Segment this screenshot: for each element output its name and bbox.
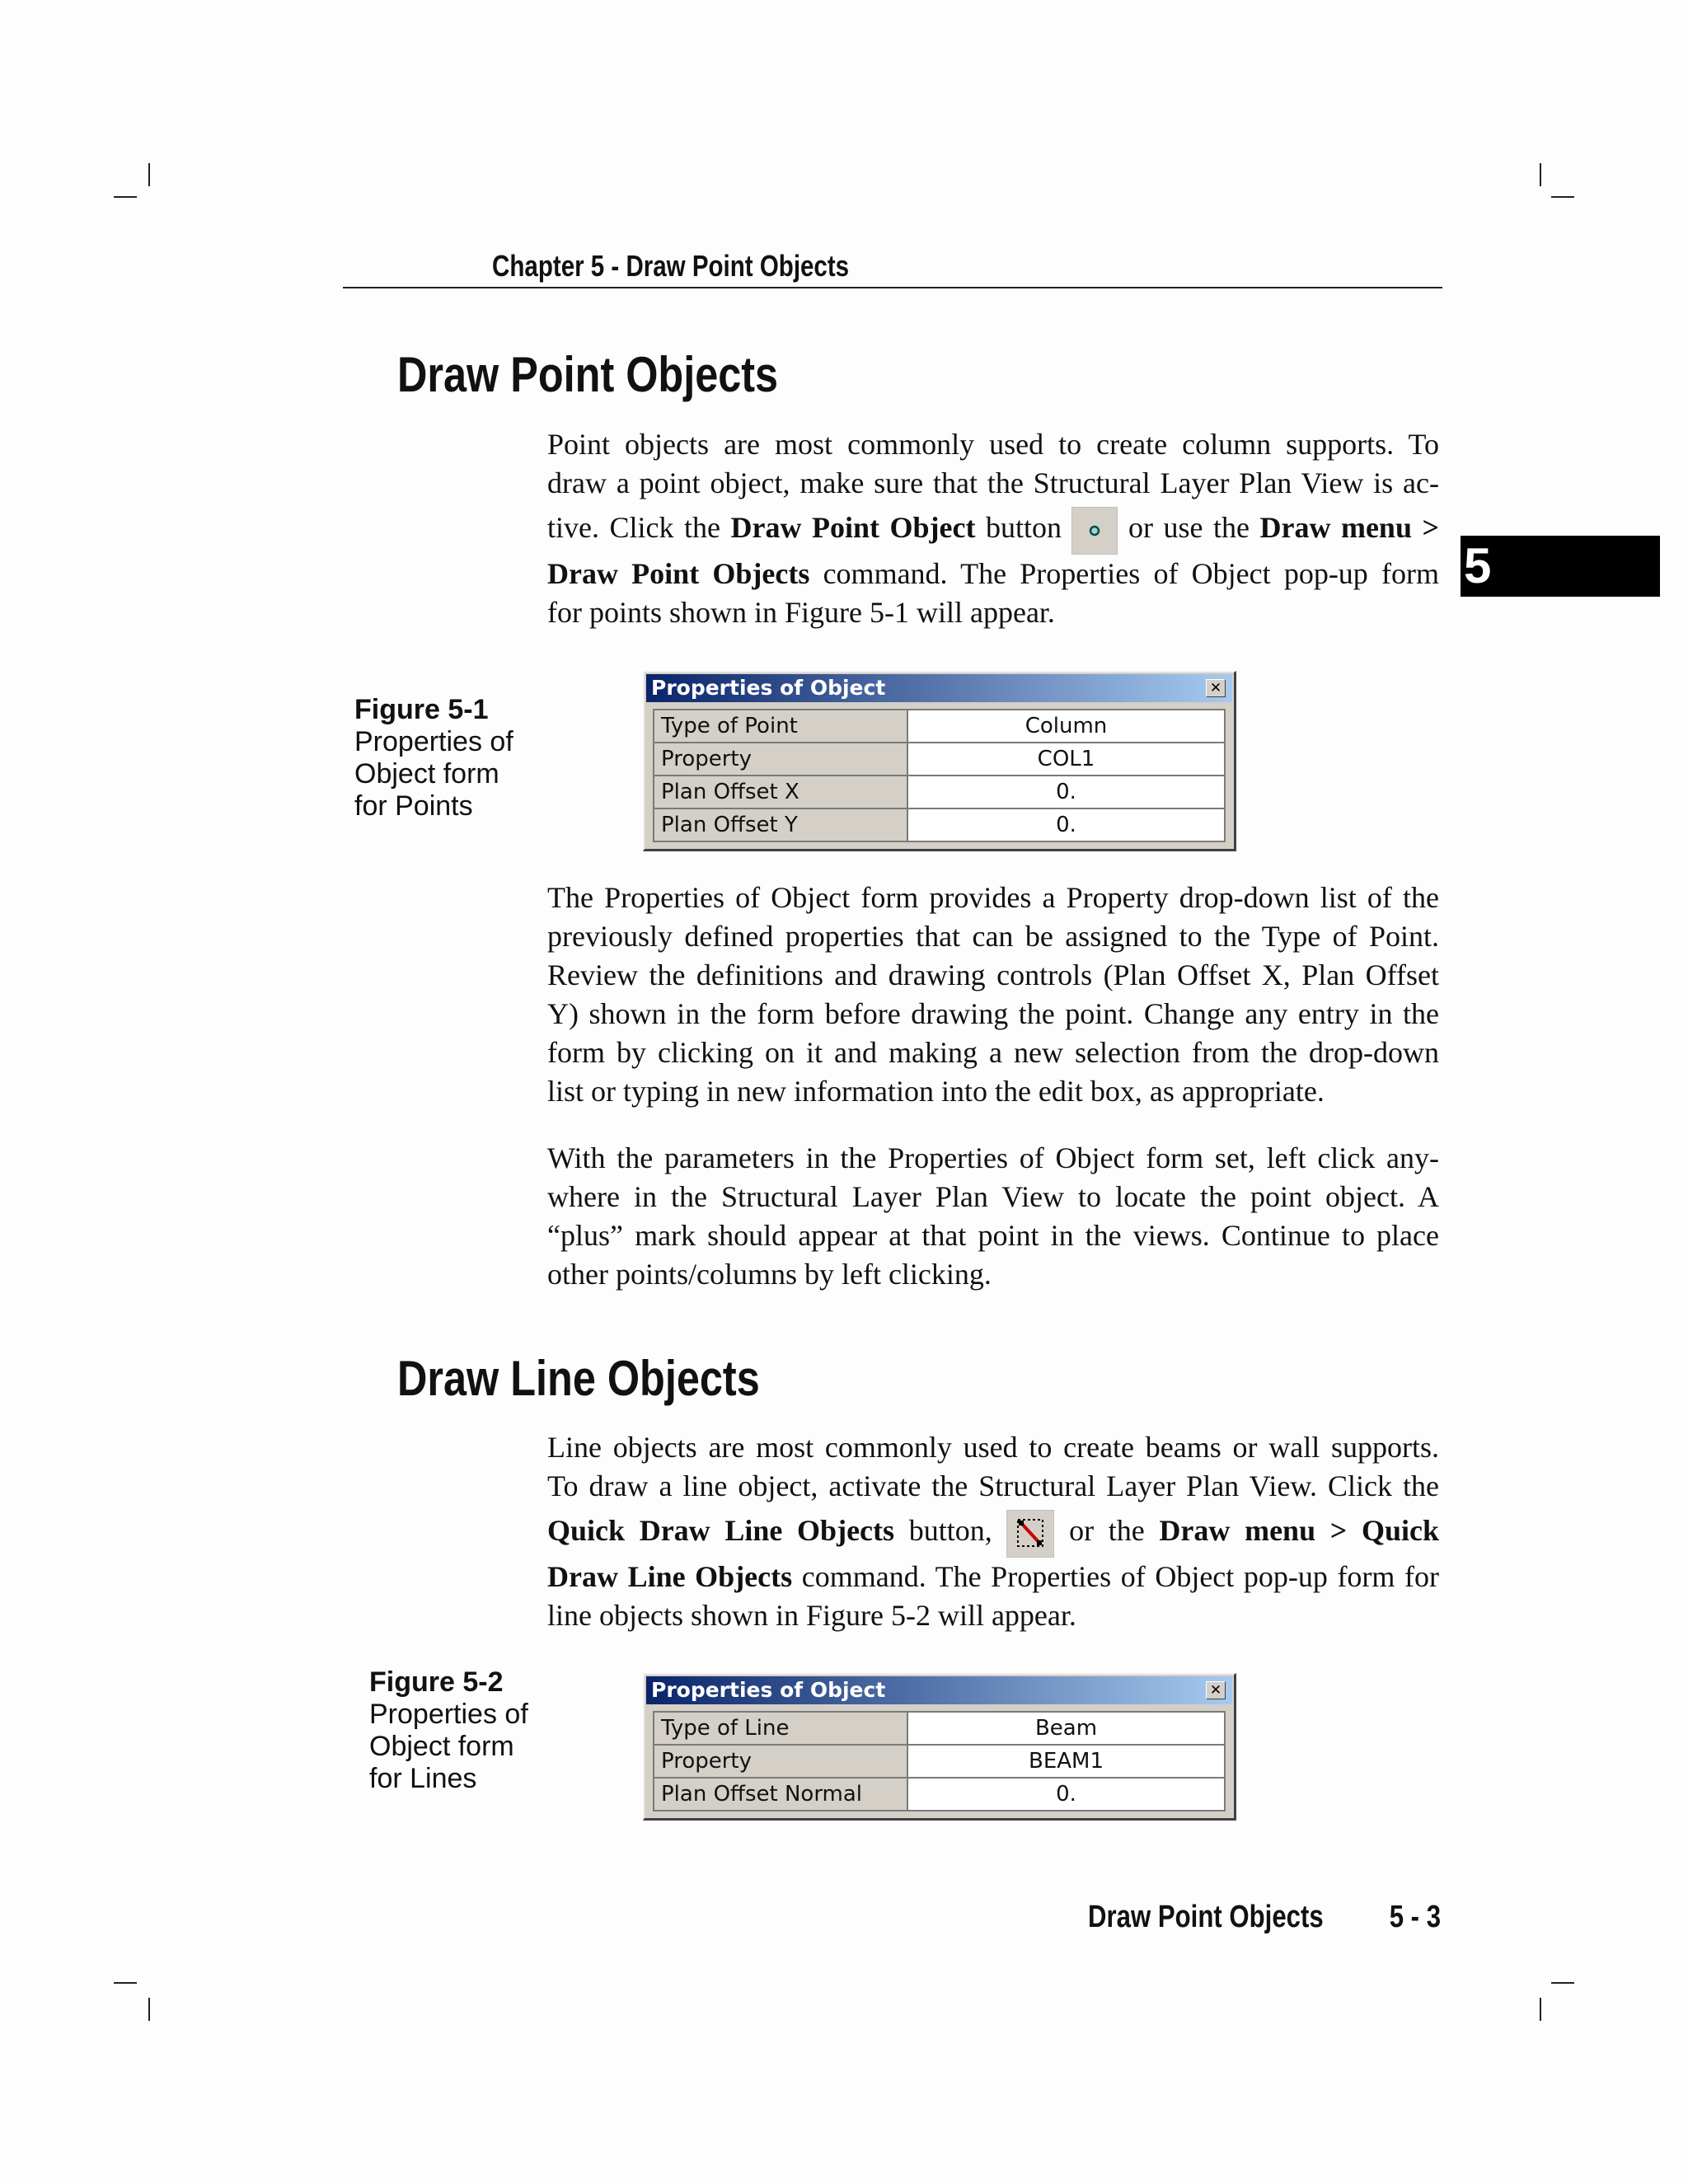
text-line: The Properties of Object form provides a Property drop-down list of the [547,881,1439,914]
crop-mark [1540,1998,1541,2021]
text-line: Y) shown in the form before drawing the point. Change any entry in the [547,997,1439,1030]
text-line [547,1506,1439,1558]
grid-row-type-of-line [654,1713,1224,1746]
properties-dialog-lines [643,1673,1236,1821]
footer-section-title: Draw Point Objects [1088,1900,1324,1934]
crop-mark [148,163,150,186]
figure-caption-line: for Points [354,790,473,822]
bold-run: Draw menu > [1259,511,1439,544]
text-line: Point objects are most commonly used to create column supports. To [547,428,1439,461]
paragraph-property-form [547,879,1439,1111]
crop-mark [1540,163,1541,186]
text-line: Line objects are most commonly used to create beams or wall supports. [547,1431,1439,1464]
text-line: line objects shown in Figure 5-2 will appear. [547,1598,1076,1632]
text-line: where in the Structural Layer Plan View to locate the point object. A [547,1180,1439,1213]
text-line: other points/columns by left clicking. [547,1258,992,1291]
text-run: command. The Properties of Object pop-up form for [792,1559,1439,1593]
type-of-line-dropdown[interactable]: Beam [908,1713,1224,1744]
property-grid [653,709,1226,842]
dialog-title: Properties of Object [651,1678,886,1702]
row-label: Property [654,1746,908,1777]
grid-row-property [654,1746,1224,1779]
text-line [547,555,1439,593]
grid-row-plan-offset-normal [654,1779,1224,1810]
page-number: 5 - 3 [1389,1900,1441,1934]
close-icon[interactable]: ✕ [1206,1681,1226,1699]
figure-caption-5-1 [354,694,513,823]
dialog-title: Properties of Object [651,676,886,700]
text-run: or the [1054,1514,1160,1547]
plan-offset-normal-field[interactable]: 0. [908,1779,1224,1810]
crop-mark [1551,196,1574,198]
section-title-draw-point-objects: Draw Point Objects [397,347,779,402]
row-label: Type of Line [654,1713,908,1744]
crop-mark [148,1998,150,2021]
text-run: button, [894,1514,1007,1547]
figure-caption-line: Object form [354,758,499,790]
plan-offset-x-field[interactable]: 0. [908,776,1224,808]
grid-row-type-of-point [654,710,1224,743]
text-line: With the parameters in the Properties of Object form set, left click any- [547,1141,1439,1174]
crop-mark [114,1982,137,1984]
bold-run: Draw Point Object [730,511,976,544]
figure-number: Figure 5-1 [354,694,489,725]
bold-run: Draw Point Objects [547,556,810,590]
bold-run: Quick Draw Line Objects [547,1514,895,1547]
grid-row-property [654,743,1224,776]
text-line: “plus” mark should appear at that point in the views. Continue to place [547,1219,1439,1252]
text-line [547,503,1439,555]
header-rule [343,287,1442,288]
text-run: command. The Properties of Object pop-up form [809,556,1439,590]
row-label: Plan Offset X [654,776,908,808]
text-line: Review the definitions and drawing controls (Plan Offset X, Plan Offset [547,958,1439,991]
property-grid [653,1711,1226,1811]
row-label: Type of Point [654,710,908,742]
figure-caption-line: Object form [369,1731,514,1762]
chapter-tab [1461,536,1660,597]
text-line: list or typing in new information into the edit box, as appropriate. [547,1075,1325,1108]
property-dropdown[interactable]: BEAM1 [908,1746,1224,1777]
text-run: button [975,511,1072,544]
properties-dialog-points [643,671,1236,851]
draw-point-object-icon[interactable] [1071,507,1118,555]
text-line: for points shown in Figure 5-1 will appear. [547,595,1055,629]
figure-caption-line: Properties of [354,726,513,757]
close-icon[interactable]: ✕ [1206,679,1226,697]
text-run: tive. Click the [547,511,731,544]
text-line: form by clicking on it and making a new selection from the drop-down [547,1036,1439,1069]
bold-run: Draw Line Objects [547,1559,793,1593]
dialog-title-bar [646,674,1232,702]
chapter-number: 5 [1464,538,1492,593]
bold-run: Draw menu > Quick [1159,1514,1439,1547]
paragraph-left-click [547,1139,1439,1294]
row-label: Plan Offset Y [654,809,908,841]
grid-row-plan-offset-y [654,809,1224,841]
row-label: Property [654,743,908,775]
figure-number: Figure 5-2 [369,1666,504,1698]
section-title-draw-line-objects: Draw Line Objects [397,1351,760,1406]
crop-mark [114,196,137,198]
type-of-point-dropdown[interactable]: Column [908,710,1224,742]
quick-draw-line-icon[interactable] [1006,1510,1054,1558]
paragraph-point-intro [547,425,1439,632]
figure-caption-line: for Lines [369,1763,477,1794]
text-run: or use the [1118,511,1260,544]
paragraph-line-intro [547,1428,1439,1635]
plan-offset-y-field[interactable]: 0. [908,809,1224,841]
text-line: previously defined properties that can be assigned to the Type of Point. [547,920,1439,953]
text-line: draw a point object, make sure that the Structural Layer Plan View is ac- [547,466,1439,499]
property-dropdown[interactable]: COL1 [908,743,1224,775]
text-line: To draw a line object, activate the Structural Layer Plan View. Click the [547,1469,1439,1502]
running-head: Chapter 5 - Draw Point Objects [491,249,849,283]
figure-caption-5-2 [369,1666,528,1795]
text-line [547,1558,1439,1596]
dialog-title-bar [646,1676,1232,1704]
figure-caption-line: Properties of [369,1699,528,1730]
grid-row-plan-offset-x [654,776,1224,809]
row-label: Plan Offset Normal [654,1779,908,1810]
crop-mark [1551,1982,1574,1984]
